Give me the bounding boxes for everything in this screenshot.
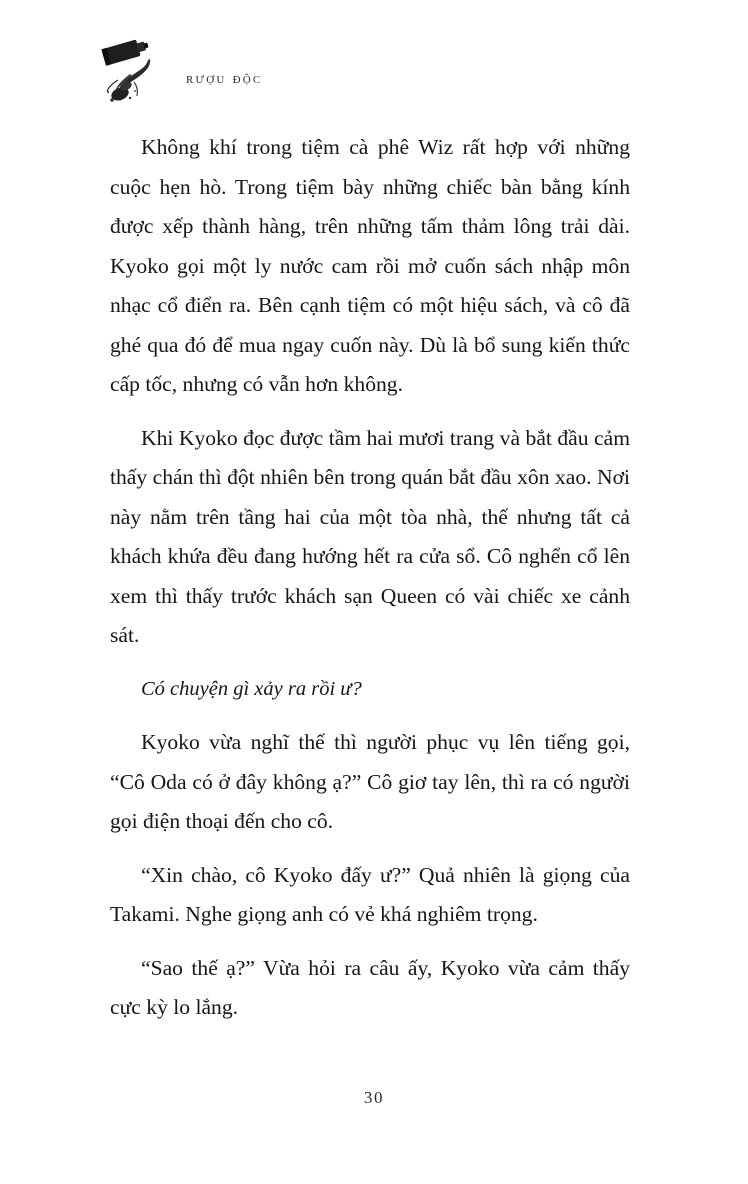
paragraph: Kyoko vừa nghĩ thế thì người phục vụ lên tiếng gọi, “Cô Oda có ở đây không ạ?” Cô giơ tay lên, thì ra có người gọi điện thoại đến cho cô.: [110, 730, 630, 833]
page-number: 30: [363, 1088, 385, 1107]
paragraph: Không khí trong tiệm cà phê Wiz rất hợp với những cuộc hẹn hò. Trong tiệm bày những chiếc bàn bằng kính được xếp thành hàng, trên những tấm thảm lông trải dài. Kyoko gọi một ly nước cam rồi mở cuốn sách nhập môn nhạc cổ điển ra. Bên cạnh tiệm có một hiệu sách, và cô đã ghé qua đó để mua ngay cuốn này. Dù là bổ sung kiến thức cấp tốc, nhưng có vẫn hơn không.: [110, 135, 630, 396]
ink-bottle-splatter-ornament: [96, 34, 174, 104]
page-header: [0, 34, 748, 104]
running-head: rượu độc: [186, 70, 263, 87]
paragraph-italic-thought: Có chuyện gì xảy ra rồi ư?: [141, 677, 362, 700]
page-body: [110, 128, 630, 1028]
paragraph: Khi Kyoko đọc được tầm hai mươi trang và bắt đầu cảm thấy chán thì đột nhiên bên trong quán bắt đầu xôn xao. Nơi này nằm trên tầng hai của một tòa nhà, thế nhưng tất cả khách khứa đều đang hướng hết ra cửa sổ. Cô nghển cổ lên xem thì thấy trước khách sạn Queen có vài chiếc xe cảnh sát.: [110, 425, 630, 647]
paragraph: “Sao thế ạ?” Vừa hỏi ra câu ấy, Kyoko vừa cảm thấy cực kỳ lo lắng.: [110, 955, 630, 1019]
paragraph: “Xin chào, cô Kyoko đấy ư?” Quả nhiên là giọng của Takami. Nghe giọng anh có vẻ khá nghiêm trọng.: [110, 862, 630, 926]
